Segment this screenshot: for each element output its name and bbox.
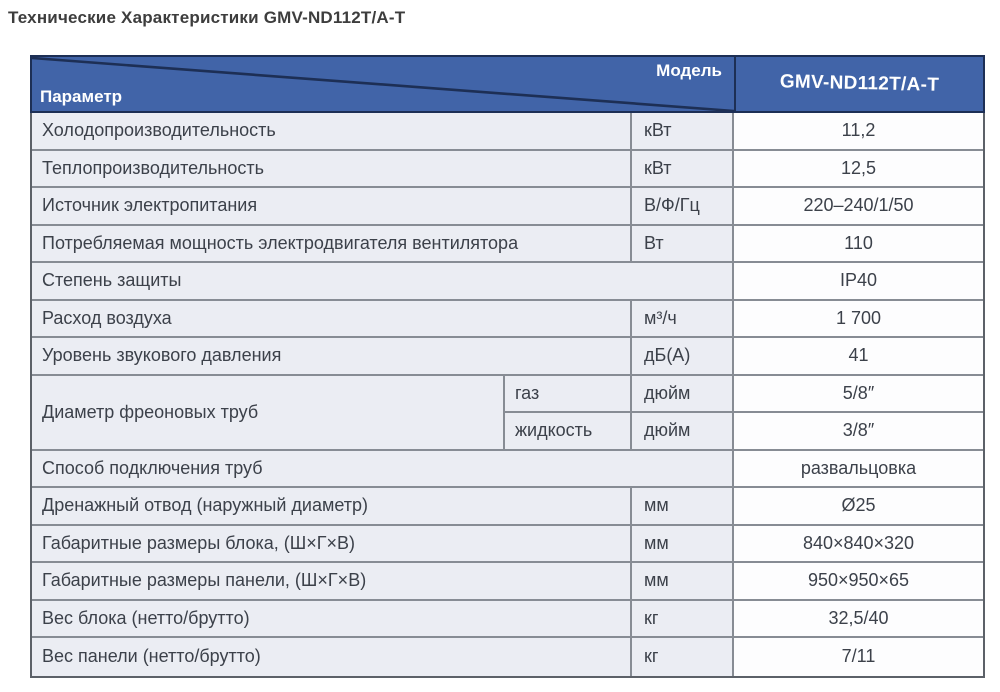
model-value-header: GMV-ND112T/A-T: [779, 71, 940, 96]
unit-cell: кг: [632, 601, 734, 637]
value-cell: 32,5/40: [734, 601, 983, 637]
param-cell: Потребляемая мощность электродвигателя вентилятора: [32, 226, 632, 262]
table-header: [30, 55, 985, 113]
param-cell: Уровень звукового давления: [32, 338, 632, 374]
table-body: [30, 113, 985, 678]
table-row: [32, 601, 983, 639]
param-cell: Диаметр фреоновых труб: [32, 376, 505, 449]
param-header-label: Параметр: [40, 87, 123, 106]
table-row: [32, 338, 983, 376]
param-cell: Источник электропитания: [32, 188, 632, 224]
unit-cell: дБ(А): [632, 338, 734, 374]
table-row: [32, 526, 983, 564]
unit-cell: дюйм: [632, 413, 734, 449]
value-cell: 11,2: [734, 113, 983, 149]
param-cell: Вес блока (нетто/брутто): [32, 601, 632, 637]
value-cell: 840×840×320: [734, 526, 983, 562]
table-row: [32, 488, 983, 526]
value-cell: 7/11: [734, 638, 983, 676]
value-cell: 1 700: [734, 301, 983, 337]
table-row: [32, 563, 983, 601]
param-cell: Теплопроизводительность: [32, 151, 632, 187]
table-row-merged: [32, 263, 983, 301]
value-cell: 3/8″: [734, 413, 983, 449]
value-cell: развальцовка: [734, 451, 983, 487]
unit-cell: мм: [632, 488, 734, 524]
unit-cell: В/Ф/Гц: [632, 188, 734, 224]
spec-table: [30, 55, 985, 678]
param-cell: Вес панели (нетто/брутто): [32, 638, 632, 676]
table-row-group-freon-pipes: [32, 376, 983, 451]
unit-cell: мм: [632, 526, 734, 562]
param-cell: Расход воздуха: [32, 301, 632, 337]
table-row: [32, 151, 983, 189]
table-row: [32, 301, 983, 339]
diagonal-divider-line: [32, 57, 734, 111]
table-row: [32, 638, 983, 676]
unit-cell: дюйм: [632, 376, 734, 412]
param-cell: Дренажный отвод (наружный диаметр): [32, 488, 632, 524]
diagonal-header-cell: [32, 57, 734, 111]
table-row: [32, 113, 983, 151]
table-row: [32, 226, 983, 264]
table-row-merged: [32, 451, 983, 489]
freon-subrows: [505, 376, 983, 449]
value-cell: 220–240/1/50: [734, 188, 983, 224]
value-cell: 950×950×65: [734, 563, 983, 599]
value-cell: 110: [734, 226, 983, 262]
value-cell: IP40: [734, 263, 983, 299]
value-cell: 5/8″: [734, 376, 983, 412]
page-title: Технические Характеристики GMV-ND112T/A-T: [8, 8, 406, 27]
value-cell: 12,5: [734, 151, 983, 187]
param-cell: Способ подключения труб: [32, 451, 734, 487]
table-subrow: [505, 413, 983, 449]
param-cell: Габаритные размеры блока, (Ш×Г×В): [32, 526, 632, 562]
param-cell: Холодопроизводительность: [32, 113, 632, 149]
model-header-label: Модель: [656, 61, 722, 80]
subparam-cell: жидкость: [505, 413, 632, 449]
unit-cell: мм: [632, 563, 734, 599]
unit-cell: Вт: [632, 226, 734, 262]
unit-cell: кВт: [632, 113, 734, 149]
unit-cell: кВт: [632, 151, 734, 187]
unit-cell: м³/ч: [632, 301, 734, 337]
table-subrow: [505, 376, 983, 414]
subparam-cell: газ: [505, 376, 632, 412]
table-row: [32, 188, 983, 226]
unit-cell: кг: [632, 638, 734, 676]
param-cell: Габаритные размеры панели, (Ш×Г×В): [32, 563, 632, 599]
param-cell: Степень защиты: [32, 263, 734, 299]
value-cell: 41: [734, 338, 983, 374]
value-cell: Ø25: [734, 488, 983, 524]
